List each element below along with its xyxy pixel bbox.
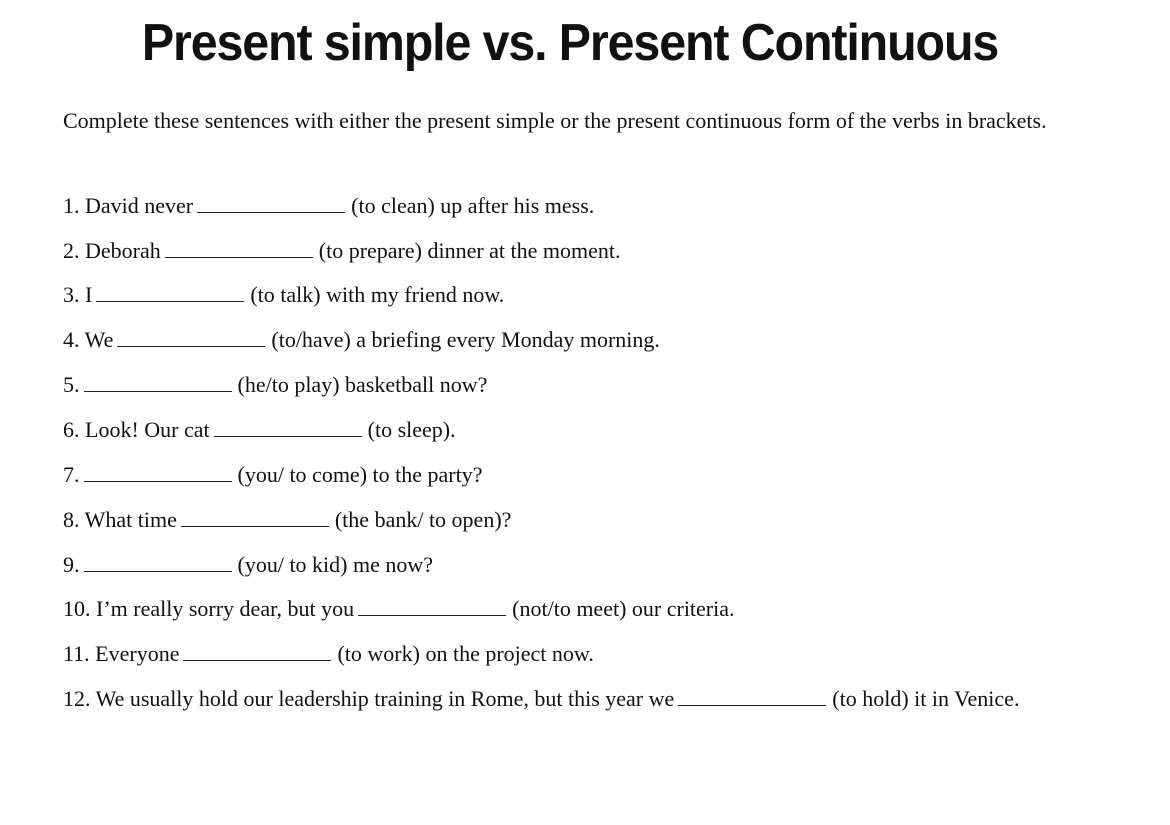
exercise-verb-hint: (to talk) with my friend now. <box>250 282 505 307</box>
exercise-prompt: 1. David never <box>63 193 194 218</box>
exercise-verb-hint: (to sleep). <box>367 417 456 442</box>
exercise-verb-hint: (to/have) a briefing every Monday morning. <box>271 327 660 352</box>
exercise-verb-hint: (he/to play) basketball now? <box>237 372 488 397</box>
answer-blank[interactable] <box>197 211 345 213</box>
exercise-item-3 <box>63 281 1073 309</box>
exercise-prompt: 12. We usually hold our leadership training in Rome, but this year we <box>63 686 675 711</box>
exercise-item-12 <box>63 685 1073 713</box>
exercise-item-7 <box>63 461 1073 489</box>
exercise-verb-hint: (to hold) it in Venice. <box>832 686 1020 711</box>
exercise-prompt: 8. What time <box>63 507 177 532</box>
exercise-verb-hint: (you/ to kid) me now? <box>237 552 434 577</box>
exercise-item-10 <box>63 595 1073 623</box>
exercise-prompt: 10. I’m really sorry dear, but you <box>63 596 355 621</box>
exercise-item-2 <box>63 237 1073 265</box>
answer-blank[interactable] <box>84 480 232 482</box>
answer-blank[interactable] <box>678 704 826 706</box>
exercise-prompt: 7. <box>63 462 80 487</box>
exercise-item-4 <box>63 326 1073 354</box>
exercise-prompt: 11. Everyone <box>63 641 180 666</box>
answer-blank[interactable] <box>358 614 506 616</box>
exercise-item-1 <box>63 192 1073 220</box>
exercise-prompt: 4. We <box>63 327 114 352</box>
answer-blank[interactable] <box>84 570 232 572</box>
answer-blank[interactable] <box>84 390 232 392</box>
exercise-item-6 <box>63 416 1073 444</box>
exercise-verb-hint: (to prepare) dinner at the moment. <box>318 238 621 263</box>
exercise-item-9 <box>63 551 1073 579</box>
exercise-item-11 <box>63 640 1073 668</box>
exercise-verb-hint: (to work) on the project now. <box>337 641 594 666</box>
exercise-prompt: 2. Deborah <box>63 238 161 263</box>
answer-blank[interactable] <box>96 300 244 302</box>
answer-blank[interactable] <box>183 659 331 661</box>
page-title: Present simple vs. Present Continuous <box>141 14 999 72</box>
exercise-item-8 <box>63 506 1073 534</box>
answer-blank[interactable] <box>117 345 265 347</box>
answer-blank[interactable] <box>165 256 313 258</box>
exercise-verb-hint: (you/ to come) to the party? <box>237 462 483 487</box>
exercise-verb-hint: (to clean) up after his mess. <box>351 193 595 218</box>
answer-blank[interactable] <box>214 435 362 437</box>
exercise-prompt: 3. I <box>63 282 93 307</box>
exercise-prompt: 9. <box>63 552 80 577</box>
answer-blank[interactable] <box>181 525 329 527</box>
instructions-text: Complete these sentences with either the present simple or the present continuous form of the verbs in brackets. <box>63 108 1047 133</box>
exercise-verb-hint: (not/to meet) our criteria. <box>512 596 735 621</box>
exercise-item-5 <box>63 371 1073 399</box>
exercise-prompt: 5. <box>63 372 80 397</box>
exercise-prompt: 6. Look! Our cat <box>63 417 210 442</box>
exercise-verb-hint: (the bank/ to open)? <box>334 507 512 532</box>
